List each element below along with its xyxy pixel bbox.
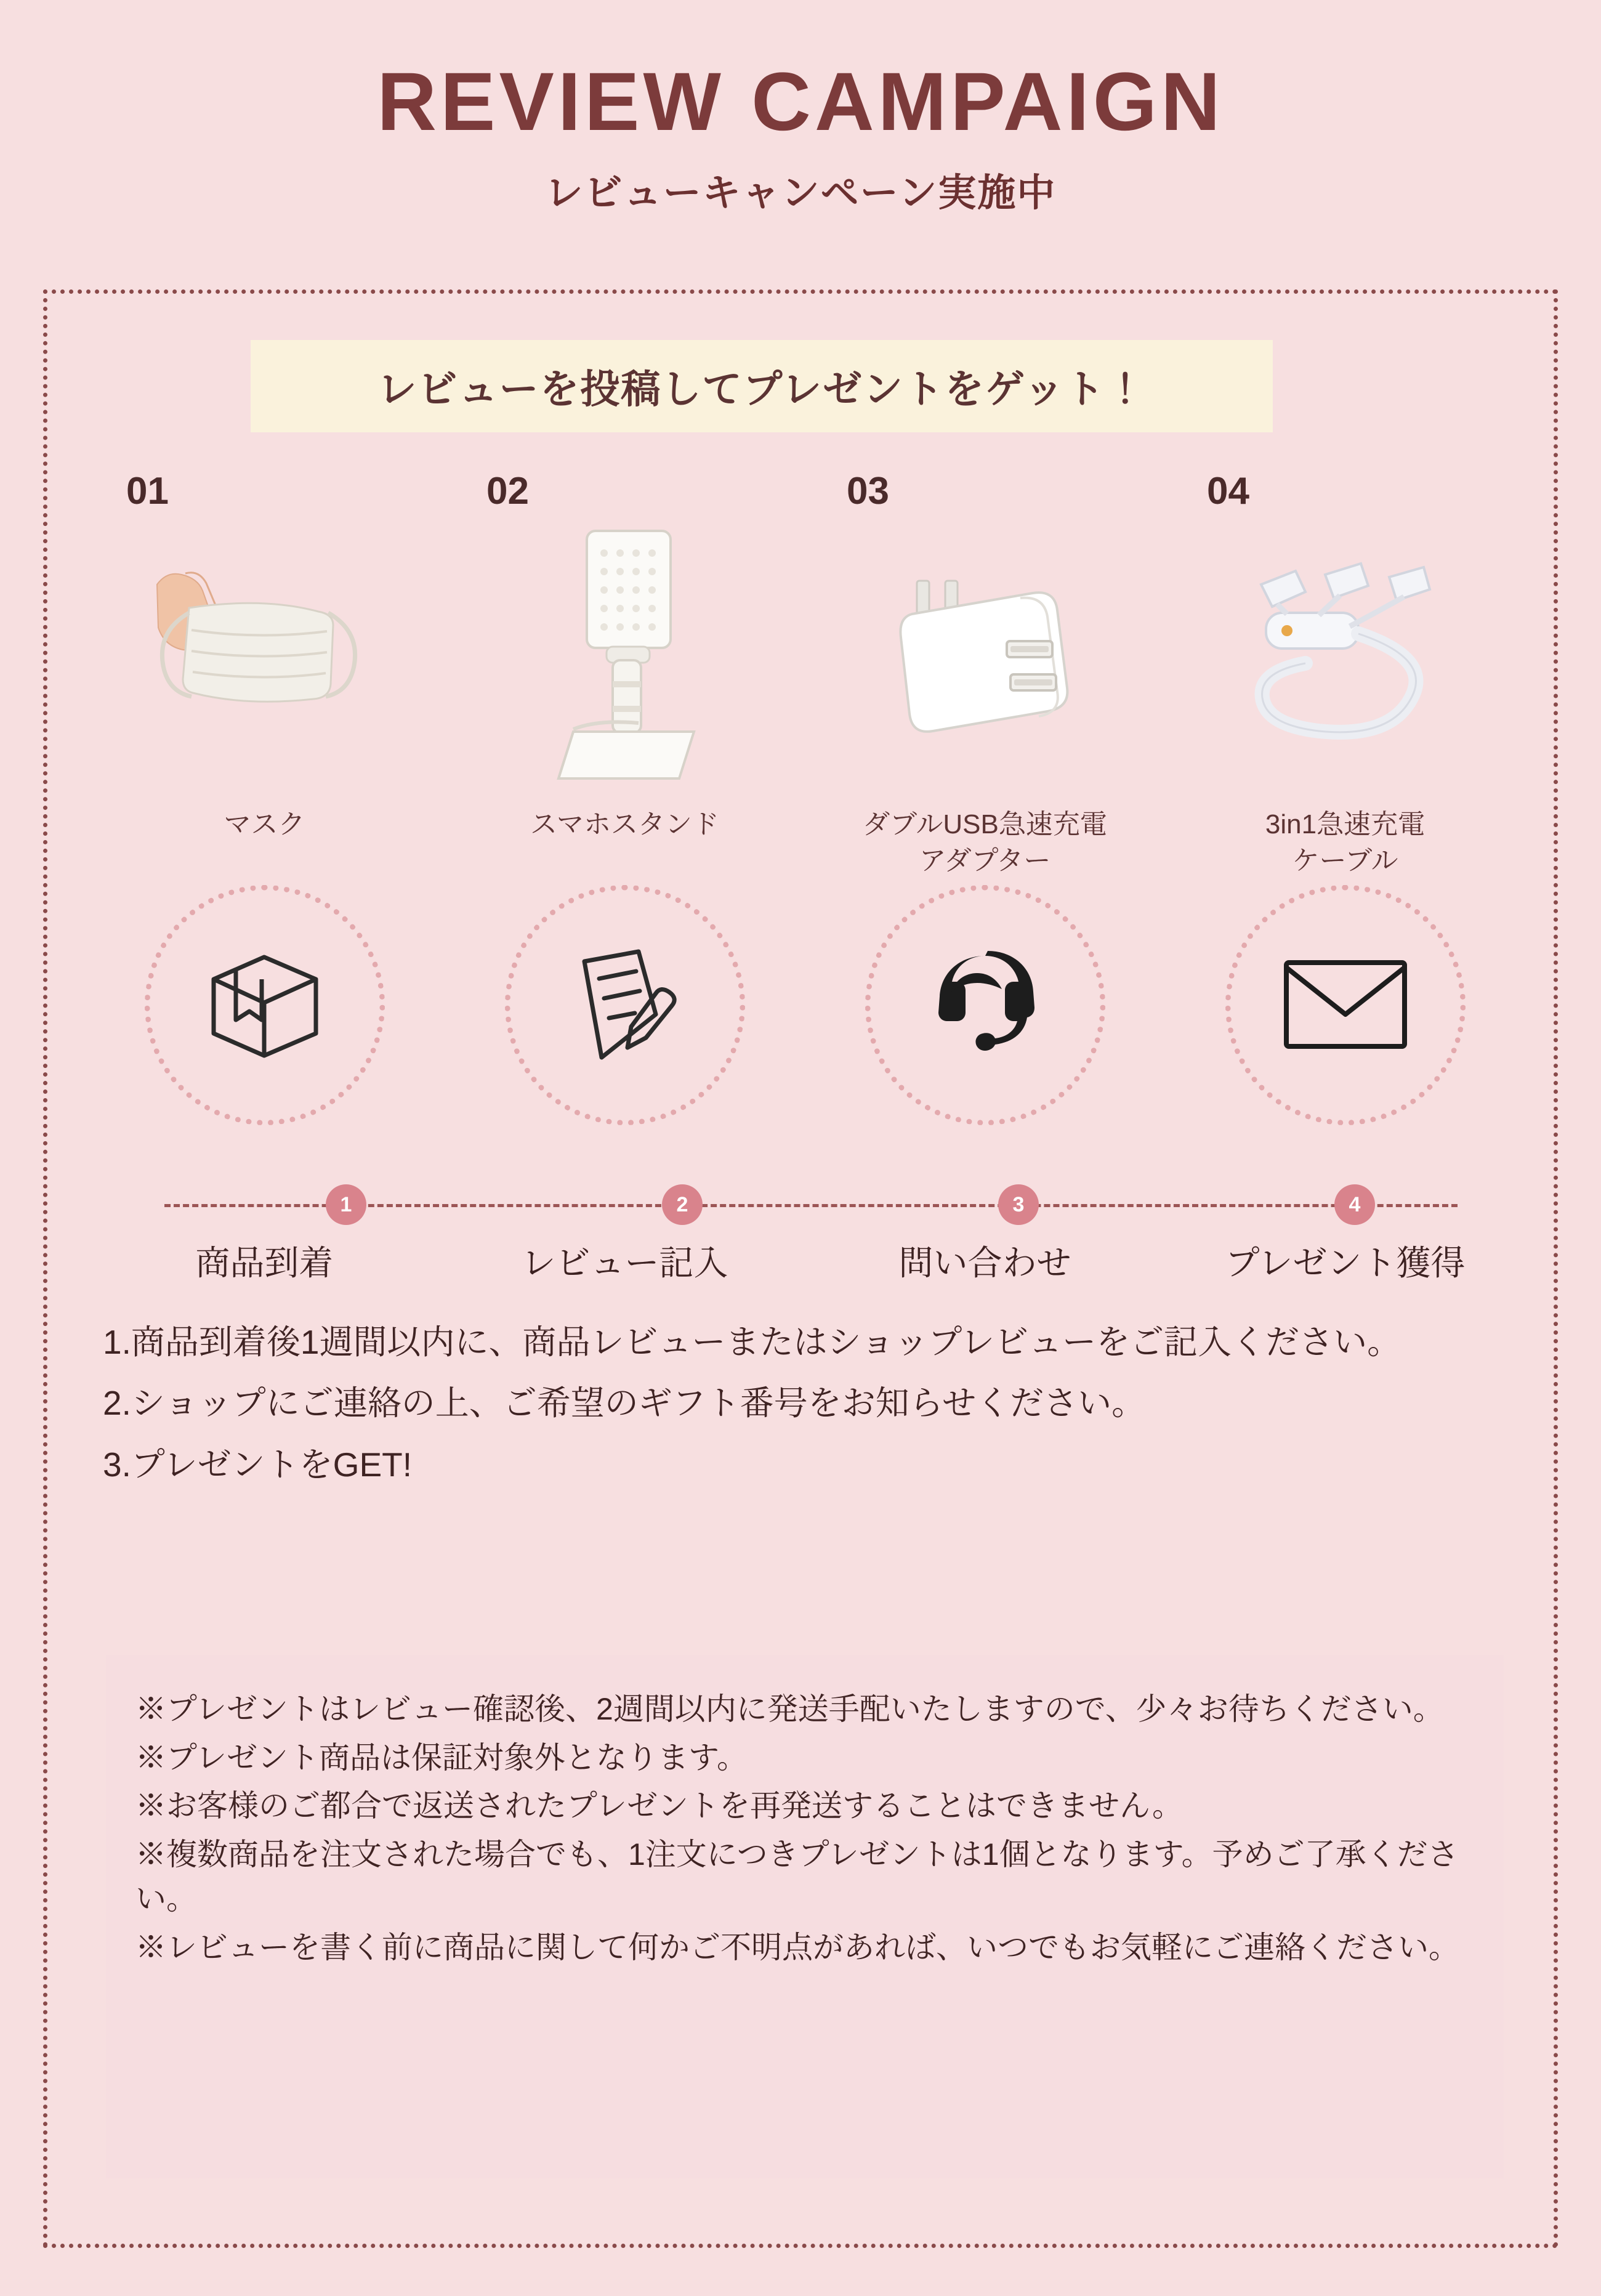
headset-support-icon [921, 944, 1050, 1067]
note-line: ※プレゼント商品は保証対象外となります。 [135, 1740, 748, 1775]
banner [251, 340, 1273, 432]
content-frame [43, 289, 1558, 2248]
page-header [0, 0, 1601, 217]
step-label: 問い合わせ [898, 1243, 1071, 1282]
timeline-dot: 4 [1334, 1184, 1375, 1225]
gift-number: 02 [486, 470, 529, 512]
gift-number: 03 [847, 470, 889, 512]
gift-label: マスク [224, 809, 305, 839]
step-label: 商品到着 [195, 1243, 334, 1282]
gift-item [805, 472, 1165, 879]
step-item [445, 885, 805, 1125]
step-circle [865, 885, 1105, 1125]
gift-label-line2: ケーブル [1292, 846, 1398, 876]
timeline [164, 1181, 1458, 1230]
gift-list [84, 472, 1525, 879]
instruction-line: 1.商品到着後1週間以内に、商品レビューまたはショップレビューをご記入ください。 [103, 1323, 1401, 1361]
instructions [103, 1316, 1519, 1500]
step-icon-row [84, 885, 1525, 1125]
gift-number: 04 [1207, 470, 1249, 512]
gift-label: スマホスタンド [530, 809, 720, 839]
step-circle [145, 885, 385, 1125]
banner-text: レビューを投稿してプレゼントをゲット！ [377, 367, 1147, 411]
page-subtitle: レビューキャンペーン実施中 [544, 171, 1057, 214]
note-line: ※複数商品を注文された場合でも、1注文につきプレゼントは1個となります。予めご了承ください。 [135, 1837, 1459, 1916]
instruction-line: 2.ショップにご連絡の上、ご希望のギフト番号をお知らせください。 [103, 1384, 1146, 1423]
charging-cable-image [1165, 517, 1525, 806]
step-circle [505, 885, 745, 1125]
mask-image [84, 517, 445, 806]
gift-label [1165, 806, 1525, 879]
note-line: ※プレゼントはレビュー確認後、2週間以内に発送手配いたしますので、少々お待ちください。 [135, 1692, 1444, 1726]
note-line: ※お客様のご都合で返送されたプレゼントを再発送することはできません。 [135, 1789, 1183, 1823]
envelope-icon [1278, 953, 1413, 1057]
step-label: レビュー記入 [521, 1243, 728, 1282]
step-label: プレゼント獲得 [1225, 1243, 1466, 1282]
gift-item [445, 472, 805, 879]
step-item [84, 885, 445, 1125]
step-label-row [84, 1236, 1525, 1285]
timeline-dot: 2 [662, 1184, 703, 1225]
gift-label-line1: ダブルUSB急速充電 [863, 809, 1107, 839]
usb-charger-image [805, 517, 1165, 806]
timeline-dot: 1 [326, 1184, 366, 1225]
page-title: REVIEW CAMPAIGN [377, 56, 1224, 148]
step-item [805, 885, 1165, 1125]
gift-label-line2: アダプター [919, 846, 1051, 876]
step-item [1165, 885, 1525, 1125]
package-box-icon [200, 944, 329, 1067]
instruction-line: 3.プレゼントをGET! [103, 1445, 413, 1484]
step-circle [1225, 885, 1466, 1125]
note-line: ※レビューを書く前に商品に関して何かご不明点があれば、いつでもお気軽にご連絡ください。 [135, 1930, 1459, 1965]
gift-label [805, 806, 1165, 879]
phone-stand-image [445, 517, 805, 806]
gift-item [1165, 472, 1525, 879]
gift-label-line1: 3in1急速充電 [1265, 809, 1426, 839]
notes-box [106, 1655, 1504, 2178]
gift-number: 01 [126, 470, 169, 512]
timeline-dot: 3 [998, 1184, 1039, 1225]
gift-item [84, 472, 445, 879]
write-review-icon [563, 940, 687, 1070]
